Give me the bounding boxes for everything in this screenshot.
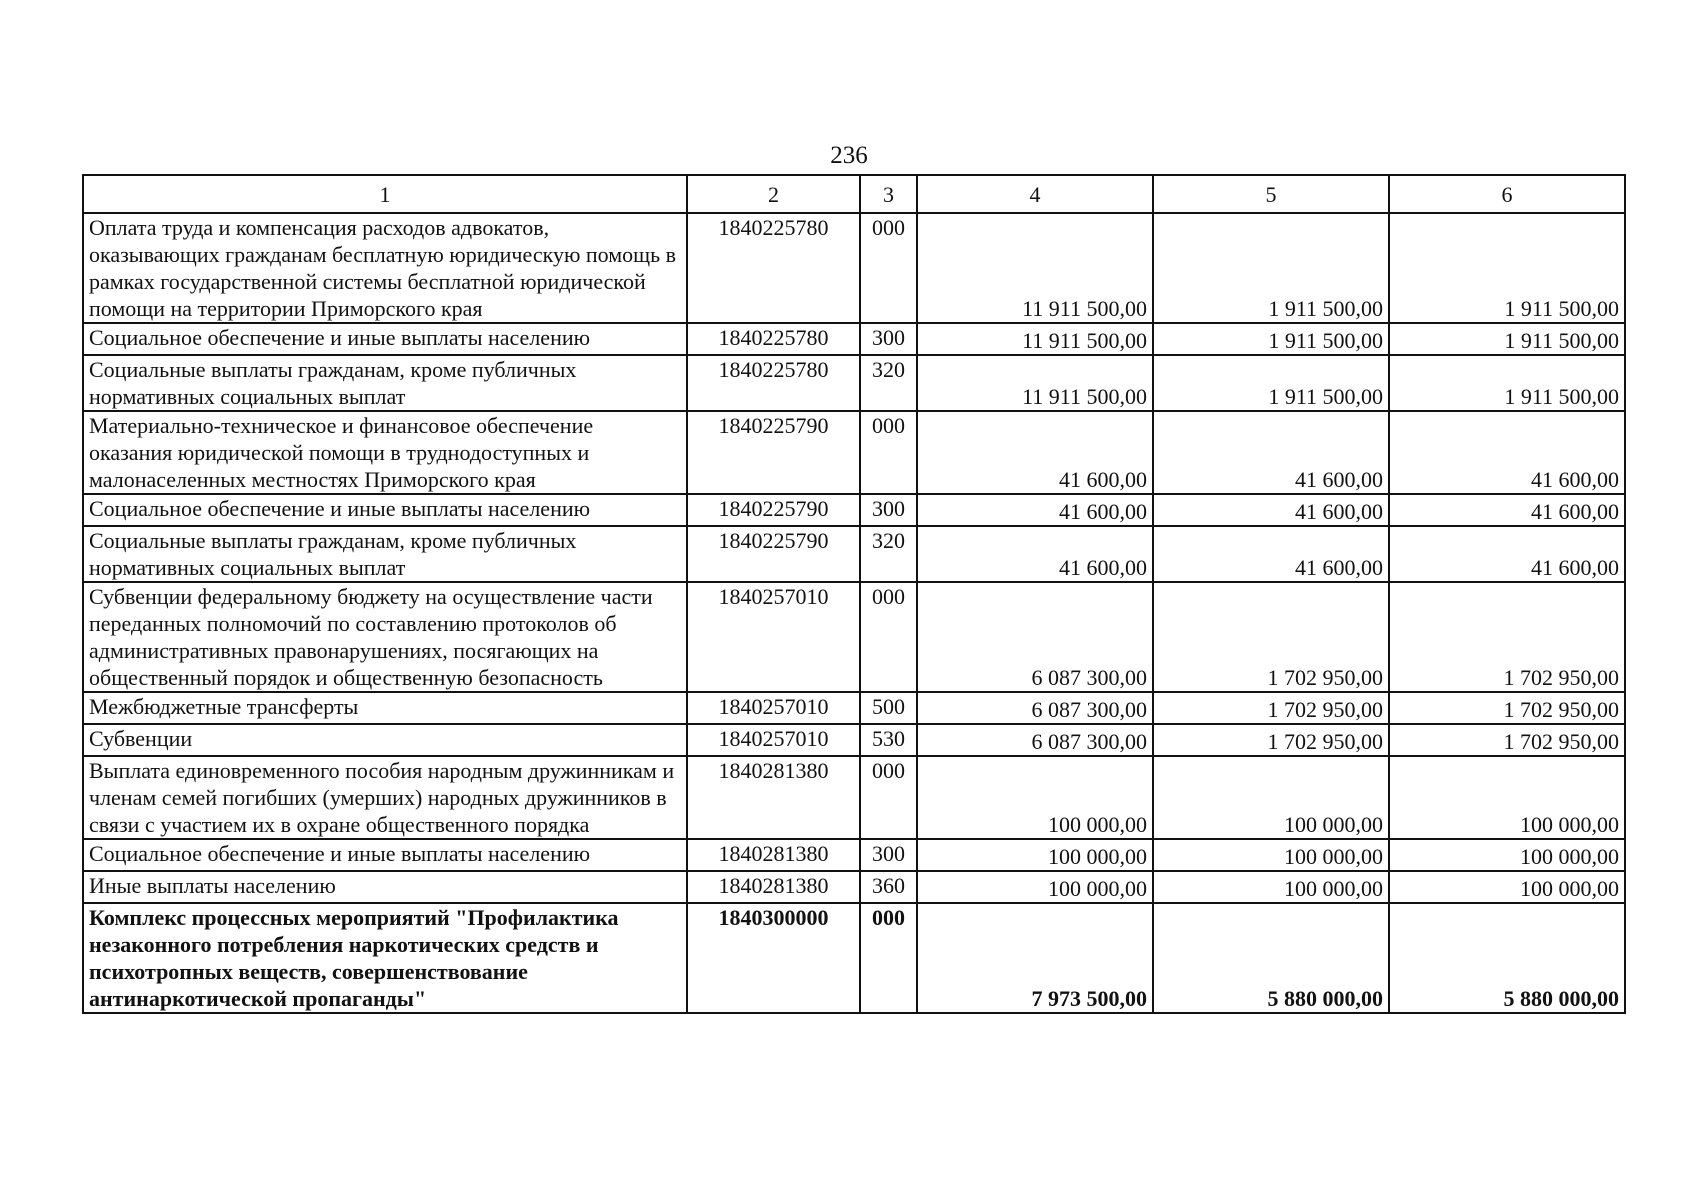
amount-col-6: 100 000,00	[1389, 839, 1625, 871]
expense-type: 300	[860, 323, 917, 355]
amount-col-5: 1 911 500,00	[1153, 213, 1389, 323]
table-row	[83, 411, 1625, 494]
amount-col-5: 100 000,00	[1153, 839, 1389, 871]
table-row	[83, 323, 1625, 355]
column-number-row	[83, 175, 1625, 213]
amount-col-4: 6 087 300,00	[917, 582, 1153, 692]
amount-col-4: 11 911 500,00	[917, 213, 1153, 323]
amount-col-5: 1 911 500,00	[1153, 323, 1389, 355]
amount-col-5: 100 000,00	[1153, 871, 1389, 903]
expense-type: 320	[860, 526, 917, 582]
expense-type: 500	[860, 692, 917, 724]
item-name: Выплата единовременного пособия народным дружинникам и членам семей погибших (умерших) народных дружинников в связи с участием их в охране общественного порядка	[83, 756, 687, 839]
expense-type: 300	[860, 839, 917, 871]
column-header-5: 5	[1153, 175, 1389, 213]
item-name: Оплата труда и компенсация расходов адвокатов, оказывающих гражданам бесплатную юридическую помощь в рамках государственной системы бесплатной юридической помощи на территории Приморского края	[83, 213, 687, 323]
table-row	[83, 871, 1625, 903]
target-code: 1840281380	[687, 756, 860, 839]
target-code: 1840225780	[687, 355, 860, 411]
amount-col-6: 1 911 500,00	[1389, 213, 1625, 323]
column-header-3: 3	[860, 175, 917, 213]
table-row	[83, 724, 1625, 756]
target-code: 1840225780	[687, 213, 860, 323]
amount-col-4: 41 600,00	[917, 526, 1153, 582]
expense-type: 300	[860, 494, 917, 526]
expense-type: 530	[860, 724, 917, 756]
table-row	[83, 756, 1625, 839]
expense-type: 000	[860, 903, 917, 1013]
column-header-4: 4	[917, 175, 1153, 213]
item-name: Субвенции федеральному бюджету на осуществление части переданных полномочий по составлению протоколов об административных правонарушениях, посягающих на общественный порядок и общественную безопасность	[83, 582, 687, 692]
amount-col-4: 100 000,00	[917, 871, 1153, 903]
table-row	[83, 213, 1625, 323]
amount-col-6: 41 600,00	[1389, 411, 1625, 494]
item-name: Социальное обеспечение и иные выплаты населению	[83, 323, 687, 355]
target-code: 1840257010	[687, 692, 860, 724]
expense-type: 000	[860, 213, 917, 323]
amount-col-6: 100 000,00	[1389, 756, 1625, 839]
target-code: 1840225790	[687, 526, 860, 582]
column-header-1: 1	[83, 175, 687, 213]
item-name: Социальные выплаты гражданам, кроме публичных нормативных социальных выплат	[83, 526, 687, 582]
amount-col-5: 41 600,00	[1153, 494, 1389, 526]
item-name: Комплекс процессных мероприятий "Профилактика незаконного потребления наркотических средств и психотропных веществ, совершенствование антинаркотической пропаганды"	[83, 903, 687, 1013]
item-name: Социальное обеспечение и иные выплаты населению	[83, 839, 687, 871]
amount-col-6: 5 880 000,00	[1389, 903, 1625, 1013]
target-code: 1840281380	[687, 871, 860, 903]
item-name: Социальное обеспечение и иные выплаты населению	[83, 494, 687, 526]
expense-type: 000	[860, 756, 917, 839]
item-name: Социальные выплаты гражданам, кроме публичных нормативных социальных выплат	[83, 355, 687, 411]
expense-type: 360	[860, 871, 917, 903]
target-code: 1840281380	[687, 839, 860, 871]
table-row	[83, 692, 1625, 724]
amount-col-5: 5 880 000,00	[1153, 903, 1389, 1013]
amount-col-5: 41 600,00	[1153, 526, 1389, 582]
amount-col-6: 41 600,00	[1389, 526, 1625, 582]
amount-col-5: 1 911 500,00	[1153, 355, 1389, 411]
amount-col-6: 1 702 950,00	[1389, 692, 1625, 724]
amount-col-6: 1 702 950,00	[1389, 582, 1625, 692]
amount-col-4: 100 000,00	[917, 756, 1153, 839]
target-code: 1840225780	[687, 323, 860, 355]
column-header-2: 2	[687, 175, 860, 213]
table-row	[83, 526, 1625, 582]
target-code: 1840225790	[687, 494, 860, 526]
amount-col-6: 1 911 500,00	[1389, 355, 1625, 411]
amount-col-5: 1 702 950,00	[1153, 582, 1389, 692]
amount-col-4: 11 911 500,00	[917, 323, 1153, 355]
target-code: 1840257010	[687, 582, 860, 692]
target-code: 1840257010	[687, 724, 860, 756]
amount-col-4: 7 973 500,00	[917, 903, 1153, 1013]
table-row-program-total	[83, 903, 1625, 1013]
amount-col-6: 41 600,00	[1389, 494, 1625, 526]
amount-col-5: 41 600,00	[1153, 411, 1389, 494]
page-number: 236	[830, 142, 868, 169]
amount-col-5: 100 000,00	[1153, 756, 1389, 839]
table-row	[83, 582, 1625, 692]
amount-col-4: 6 087 300,00	[917, 724, 1153, 756]
amount-col-4: 6 087 300,00	[917, 692, 1153, 724]
table-row	[83, 494, 1625, 526]
item-name: Материально-техническое и финансовое обеспечение оказания юридической помощи в труднодоступных и малонаселенных местностях Приморского края	[83, 411, 687, 494]
expense-type: 000	[860, 582, 917, 692]
target-code: 1840300000	[687, 903, 860, 1013]
table-row	[83, 355, 1625, 411]
item-name: Субвенции	[83, 724, 687, 756]
budget-table	[82, 174, 1626, 1014]
amount-col-4: 41 600,00	[917, 411, 1153, 494]
amount-col-4: 100 000,00	[917, 839, 1153, 871]
amount-col-6: 1 911 500,00	[1389, 323, 1625, 355]
item-name: Межбюджетные трансферты	[83, 692, 687, 724]
amount-col-4: 41 600,00	[917, 494, 1153, 526]
expense-type: 320	[860, 355, 917, 411]
expense-type: 000	[860, 411, 917, 494]
amount-col-4: 11 911 500,00	[917, 355, 1153, 411]
table-row	[83, 839, 1625, 871]
target-code: 1840225790	[687, 411, 860, 494]
amount-col-6: 1 702 950,00	[1389, 724, 1625, 756]
item-name: Иные выплаты населению	[83, 871, 687, 903]
amount-col-5: 1 702 950,00	[1153, 724, 1389, 756]
amount-col-5: 1 702 950,00	[1153, 692, 1389, 724]
column-header-6: 6	[1389, 175, 1625, 213]
amount-col-6: 100 000,00	[1389, 871, 1625, 903]
